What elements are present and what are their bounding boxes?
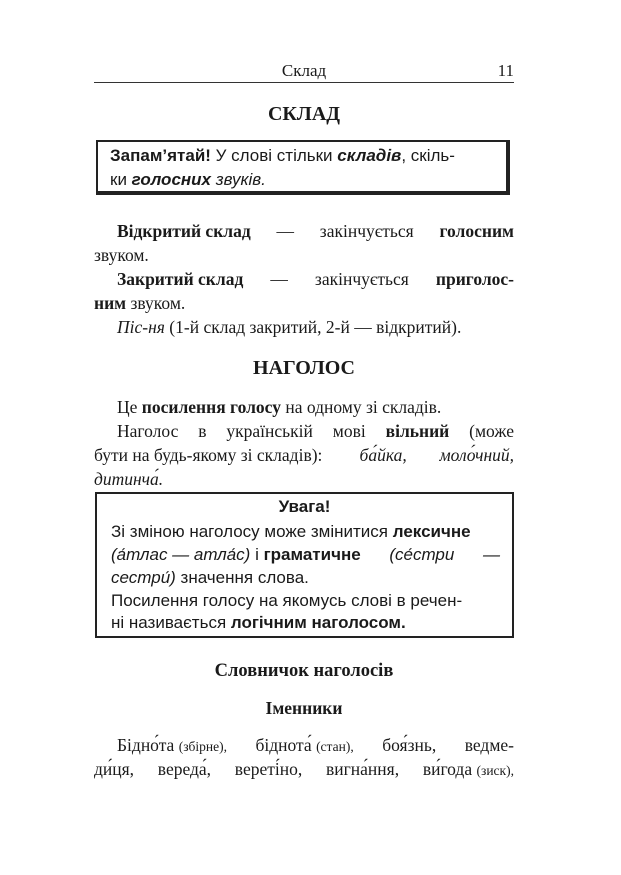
remember-emph-syllables: складів bbox=[337, 146, 402, 165]
remember-box bbox=[96, 140, 510, 195]
stress-free-line-3: дитинча́. bbox=[94, 469, 164, 489]
attention-title: Увага! bbox=[278, 497, 331, 516]
running-header bbox=[94, 62, 514, 83]
stress-free-line-2: бути на будь-якому зі складів): ба́йка, моло́чний, bbox=[94, 445, 514, 465]
remember-line-2: ки голосних звуків. bbox=[110, 170, 266, 189]
running-header-title: Склад bbox=[281, 61, 327, 80]
closed-syllable-line-1: Закритий склад — закінчується приголос- bbox=[117, 269, 514, 289]
remember-label: Запам’ятай! bbox=[110, 146, 211, 165]
dictionary-subheading: Іменники bbox=[265, 698, 343, 718]
section-heading-syllable: СКЛАД bbox=[267, 103, 341, 125]
attention-line-5: ні називається логічним наголосом. bbox=[111, 613, 406, 632]
dictionary-line-2: ди́ця, вереда́, вереті́но, вигна́ння, ви́года (зиск), bbox=[94, 759, 514, 779]
open-syllable-line-1: Відкритий склад — закінчується голосним bbox=[117, 221, 514, 241]
page-number: 11 bbox=[497, 61, 514, 80]
open-syllable-term: Відкритий склад bbox=[117, 221, 251, 241]
closed-syllable-line-2: ним звуком. bbox=[94, 293, 186, 313]
dictionary-line-1: Бідно́та (збірне), біднота́ (стан), боя́знь, ведме- bbox=[117, 735, 514, 755]
open-syllable-line-2: звуком. bbox=[94, 245, 149, 265]
attention-line-2: (а́тлас — атла́с) і граматичне (се́стри — bbox=[111, 545, 500, 564]
closed-syllable-term: Закритий склад bbox=[117, 269, 244, 289]
dictionary-heading: Словничок наголосів bbox=[214, 661, 394, 681]
attention-line-3: сестри́) значення слова. bbox=[111, 568, 309, 587]
attention-line-4: Посилення голосу на якомусь слові в речен- bbox=[111, 591, 463, 610]
stress-definition: Це посилення голосу на одному зі складів. bbox=[117, 397, 442, 417]
remember-line-1: Запам’ятай! У слові стільки складів, скіль- bbox=[110, 146, 455, 165]
attention-line-1: Зі зміною наголосу може змінитися лексичне bbox=[111, 522, 471, 541]
remember-emph-vowels: голосних bbox=[131, 170, 212, 189]
stress-free-line-1: Наголос в українській мові вільний (може bbox=[117, 421, 514, 441]
syllable-example: Піс-ня (1-й склад закритий, 2-й — відкритий). bbox=[117, 317, 462, 337]
attention-box bbox=[95, 492, 514, 638]
section-heading-stress: НАГОЛОС bbox=[253, 357, 355, 379]
